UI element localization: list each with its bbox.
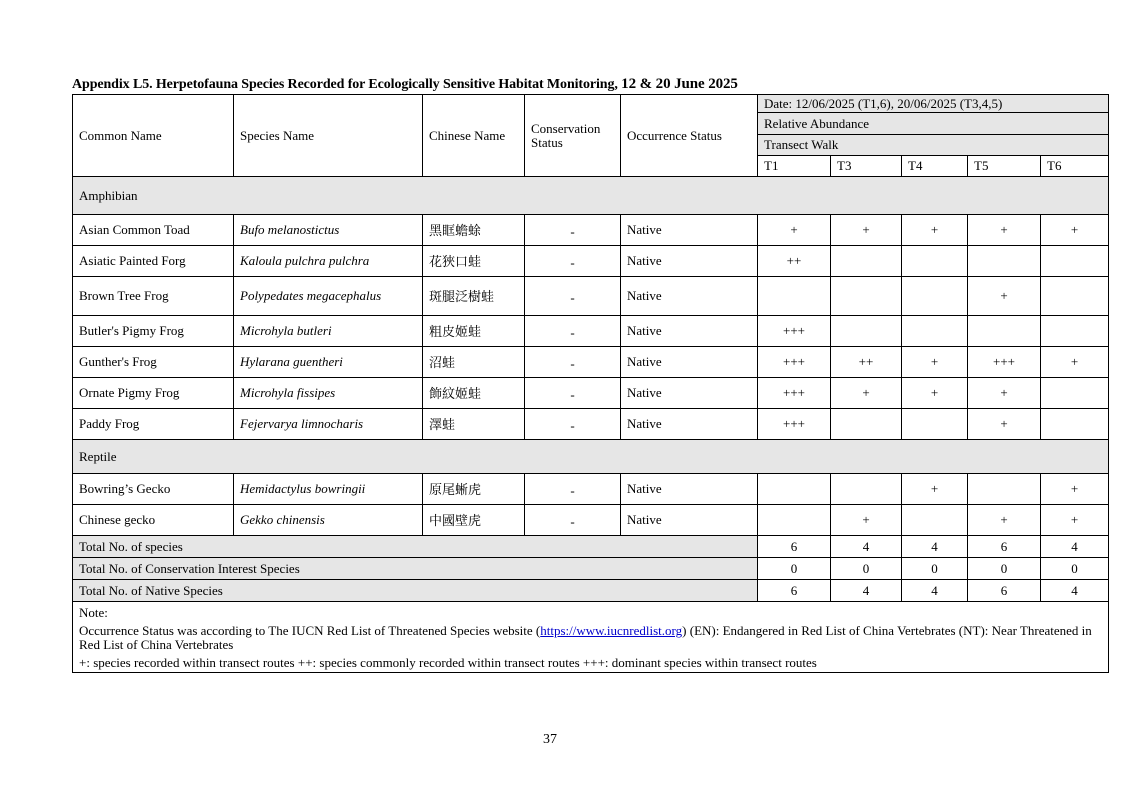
table-row	[73, 474, 1109, 505]
abundance-cell: ++	[831, 347, 902, 378]
conservation-status-cell: -	[525, 378, 621, 409]
abundance-cell: +	[968, 505, 1041, 536]
occurrence-status-cell: Native	[621, 215, 758, 246]
abundance-cell	[1041, 246, 1109, 277]
header-transect-t5: T5	[968, 156, 1041, 177]
header-transect-t6: T6	[1041, 156, 1109, 177]
table-row	[73, 409, 1109, 440]
group-header: Amphibian	[73, 177, 1109, 215]
totals-value: 0	[758, 558, 831, 580]
header-date: Date: 12/06/2025 (T1,6), 20/06/2025 (T3,4,5)	[758, 95, 1109, 113]
totals-value: 4	[831, 536, 902, 558]
table-row	[73, 378, 1109, 409]
chinese-name-cell: 粗皮姬蛙	[423, 316, 525, 347]
occurrence-status-cell: Native	[621, 277, 758, 316]
totals-value: 6	[758, 536, 831, 558]
totals-value: 6	[968, 536, 1041, 558]
abundance-cell: +	[1041, 215, 1109, 246]
note-title: Note:	[79, 605, 108, 620]
header-occurrence-status: Occurrence Status	[621, 95, 758, 177]
common-name-cell: Asian Common Toad	[73, 215, 234, 246]
totals-value: 4	[902, 580, 968, 602]
header-transect-t3: T3	[831, 156, 902, 177]
header-conservation-status: Conservation Status	[525, 95, 621, 177]
conservation-status-cell: -	[525, 246, 621, 277]
abundance-cell: +	[831, 215, 902, 246]
conservation-status-cell: -	[525, 347, 621, 378]
common-name-cell: Butler's Pigmy Frog	[73, 316, 234, 347]
abundance-cell: +	[968, 378, 1041, 409]
occurrence-status-cell: Native	[621, 409, 758, 440]
totals-row	[73, 558, 1109, 580]
iucn-link[interactable]: https://www.iucnredlist.org	[540, 623, 683, 638]
chinese-name-cell: 沼蛙	[423, 347, 525, 378]
chinese-name-cell: 澤蛙	[423, 409, 525, 440]
conservation-status-cell: -	[525, 215, 621, 246]
occurrence-status-cell: Native	[621, 378, 758, 409]
totals-value: 0	[831, 558, 902, 580]
totals-value: 6	[968, 580, 1041, 602]
group-header: Reptile	[73, 440, 1109, 474]
abundance-cell: +++	[758, 409, 831, 440]
note-iucn	[79, 624, 1102, 652]
table-caption	[72, 76, 1112, 93]
species-name-cell: Bufo melanostictus	[234, 215, 423, 246]
abundance-cell	[968, 246, 1041, 277]
species-name-cell: Hylarana guentheri	[234, 347, 423, 378]
chinese-name-cell: 原尾蜥虎	[423, 474, 525, 505]
abundance-cell	[902, 246, 968, 277]
totals-row	[73, 536, 1109, 558]
totals-value: 0	[968, 558, 1041, 580]
table-note	[73, 602, 1109, 673]
common-name-cell: Gunther's Frog	[73, 347, 234, 378]
totals-value: 4	[902, 536, 968, 558]
totals-row	[73, 580, 1109, 602]
species-name-cell: Gekko chinensis	[234, 505, 423, 536]
abundance-cell: +++	[968, 347, 1041, 378]
table-row	[73, 316, 1109, 347]
common-name-cell: Paddy Frog	[73, 409, 234, 440]
abundance-cell: +++	[758, 347, 831, 378]
header-transect-t4: T4	[902, 156, 968, 177]
header-species-name: Species Name	[234, 95, 423, 177]
abundance-cell	[831, 277, 902, 316]
herpetofauna-table	[72, 94, 1109, 673]
abundance-cell: +	[831, 505, 902, 536]
totals-value: 4	[1041, 536, 1109, 558]
abundance-cell	[1041, 378, 1109, 409]
totals-label: Total No. of Conservation Interest Species	[73, 558, 758, 580]
abundance-cell: ++	[758, 246, 831, 277]
species-name-cell: Microhyla butleri	[234, 316, 423, 347]
note-iucn-text: Occurrence Status was according to The IUCN Red List of Threatened Species website (	[79, 623, 541, 638]
abundance-cell	[831, 474, 902, 505]
conservation-status-cell: -	[525, 474, 621, 505]
abundance-cell	[902, 316, 968, 347]
totals-value: 0	[1041, 558, 1109, 580]
abundance-cell	[758, 277, 831, 316]
occurrence-status-cell: Native	[621, 474, 758, 505]
totals-value: 4	[831, 580, 902, 602]
species-name-cell: Polypedates megacephalus	[234, 277, 423, 316]
abundance-cell	[902, 277, 968, 316]
conservation-status-cell: -	[525, 277, 621, 316]
occurrence-status-cell: Native	[621, 246, 758, 277]
chinese-name-cell: 中國壁虎	[423, 505, 525, 536]
abundance-cell: +	[968, 277, 1041, 316]
conservation-status-cell: -	[525, 316, 621, 347]
note-legend: +: species recorded within transect routes ++: species commonly recorded within transect routes +++: dominant species within transect routes	[79, 655, 817, 670]
chinese-name-cell: 花狹口蛙	[423, 246, 525, 277]
table-row	[73, 246, 1109, 277]
abundance-cell	[758, 505, 831, 536]
page-number: 37	[543, 732, 557, 747]
chinese-name-cell: 飾紋姬蛙	[423, 378, 525, 409]
common-name-cell: Ornate Pigmy Frog	[73, 378, 234, 409]
abundance-cell: +	[902, 378, 968, 409]
abundance-cell: +	[1041, 505, 1109, 536]
totals-label: Total No. of Native Species	[73, 580, 758, 602]
common-name-cell: Chinese gecko	[73, 505, 234, 536]
abundance-cell	[1041, 316, 1109, 347]
abundance-cell: +	[1041, 474, 1109, 505]
header-transect-t1: T1	[758, 156, 831, 177]
common-name-cell: Brown Tree Frog	[73, 277, 234, 316]
totals-label: Total No. of species	[73, 536, 758, 558]
caption-title: Appendix L5. Herpetofauna Species Recorded for Ecologically Sensitive Habitat Monitoring,	[72, 77, 622, 92]
note-iucn-text-after: ) (EN): Endangered in Red List of China Vertebrates (NT): Near Threatened in Red List of China Vertebrates	[79, 623, 1092, 652]
header-relative-abundance: Relative Abundance	[758, 113, 1109, 135]
table-row	[73, 277, 1109, 316]
species-name-cell: Kaloula pulchra pulchra	[234, 246, 423, 277]
abundance-cell: +	[1041, 347, 1109, 378]
header-common-name: Common Name	[73, 95, 234, 177]
species-name-cell: Microhyla fissipes	[234, 378, 423, 409]
abundance-cell: +	[902, 215, 968, 246]
abundance-cell	[968, 316, 1041, 347]
abundance-cell	[1041, 277, 1109, 316]
chinese-name-cell: 黑眶蟾蜍	[423, 215, 525, 246]
abundance-cell	[831, 409, 902, 440]
abundance-cell: +	[968, 409, 1041, 440]
header-chinese-name: Chinese Name	[423, 95, 525, 177]
occurrence-status-cell: Native	[621, 316, 758, 347]
table-row	[73, 505, 1109, 536]
abundance-cell	[758, 474, 831, 505]
caption-date: 12 & 20 June 2025	[621, 76, 738, 92]
conservation-status-cell: -	[525, 409, 621, 440]
abundance-cell: +	[902, 474, 968, 505]
table-row	[73, 347, 1109, 378]
common-name-cell: Bowring’s Gecko	[73, 474, 234, 505]
occurrence-status-cell: Native	[621, 347, 758, 378]
abundance-cell	[902, 409, 968, 440]
abundance-cell	[902, 505, 968, 536]
abundance-cell: +	[902, 347, 968, 378]
table-row	[73, 215, 1109, 246]
abundance-cell: +	[968, 215, 1041, 246]
species-name-cell: Fejervarya limnocharis	[234, 409, 423, 440]
abundance-cell: +++	[758, 316, 831, 347]
chinese-name-cell: 斑腿泛樹蛙	[423, 277, 525, 316]
abundance-cell: +	[758, 215, 831, 246]
totals-value: 0	[902, 558, 968, 580]
totals-value: 4	[1041, 580, 1109, 602]
abundance-cell: +++	[758, 378, 831, 409]
abundance-cell	[831, 316, 902, 347]
abundance-cell	[968, 474, 1041, 505]
totals-value: 6	[758, 580, 831, 602]
abundance-cell	[1041, 409, 1109, 440]
abundance-cell: +	[831, 378, 902, 409]
common-name-cell: Asiatic Painted Forg	[73, 246, 234, 277]
conservation-status-cell: -	[525, 505, 621, 536]
abundance-cell	[831, 246, 902, 277]
occurrence-status-cell: Native	[621, 505, 758, 536]
header-transect-walk: Transect Walk	[758, 135, 1109, 156]
species-name-cell: Hemidactylus bowringii	[234, 474, 423, 505]
